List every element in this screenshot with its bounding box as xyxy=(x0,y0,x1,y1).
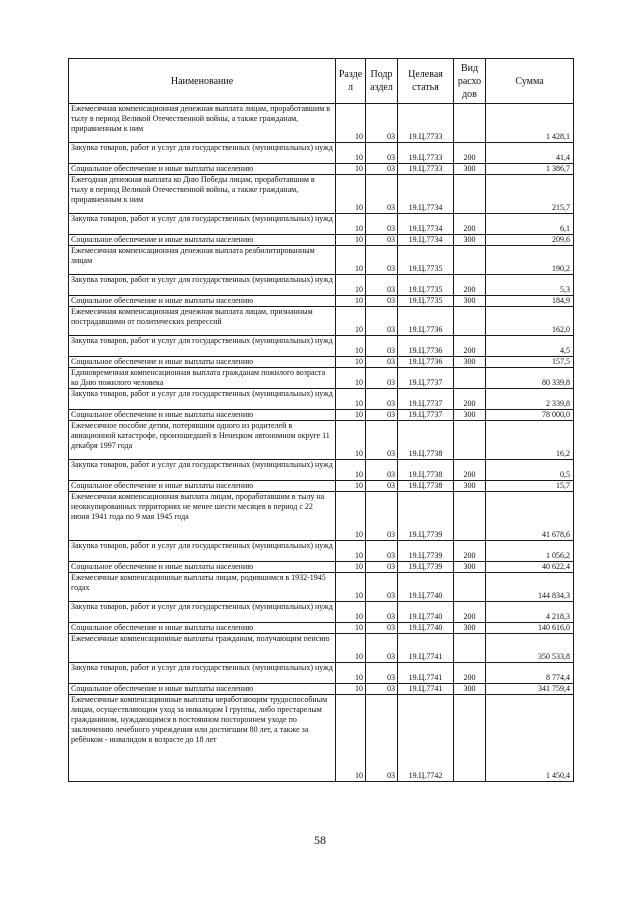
cell-subsection: 03 xyxy=(366,634,398,663)
cell-amount: 78 000,0 xyxy=(486,410,574,421)
cell-subsection: 03 xyxy=(366,104,398,143)
cell-target: 19.Ц.7735 xyxy=(398,246,454,275)
cell-amount: 41 678,6 xyxy=(486,492,574,541)
cell-amount: 40 622,4 xyxy=(486,562,574,573)
cell-target: 19.Ц.7737 xyxy=(398,368,454,389)
cell-kind: 200 xyxy=(454,143,486,164)
cell-name: Закупка товаров, работ и услуг для государственных (муниципальных) нужд xyxy=(69,336,336,357)
cell-kind xyxy=(454,368,486,389)
header-kind: Вид расхо дов xyxy=(454,59,486,104)
table-row xyxy=(69,368,574,389)
cell-subsection: 03 xyxy=(366,214,398,235)
cell-kind xyxy=(454,307,486,336)
table-row xyxy=(69,410,574,421)
cell-kind: 300 xyxy=(454,357,486,368)
cell-section: 10 xyxy=(336,573,366,602)
cell-target: 19.Ц.7735 xyxy=(398,296,454,307)
cell-subsection: 03 xyxy=(366,562,398,573)
cell-section: 10 xyxy=(336,246,366,275)
cell-subsection: 03 xyxy=(366,175,398,214)
cell-kind xyxy=(454,421,486,460)
cell-target: 19.Ц.7739 xyxy=(398,541,454,562)
table-row xyxy=(69,573,574,602)
cell-amount: 162,0 xyxy=(486,307,574,336)
cell-subsection: 03 xyxy=(366,164,398,175)
cell-name: Ежемесячная компенсационная денежная выплата лицам, признанным пострадавшими от политических репрессий xyxy=(69,307,336,336)
cell-name: Ежемесячные компенсационные выплаты неработающим трудоспособным лицам, осуществляющим уход за инвалидом I группы, либо престарелым гражданином, нуждающимся в постоянном постороннем уходе по заключению лечебного учреждения или достигшим 80 лет, а также за ребёнком - инвалидом в возрасте до 18 лет xyxy=(69,695,336,782)
cell-target: 19.Ц.7736 xyxy=(398,307,454,336)
cell-target: 19.Ц.7736 xyxy=(398,336,454,357)
cell-section: 10 xyxy=(336,164,366,175)
cell-kind: 300 xyxy=(454,684,486,695)
cell-kind: 200 xyxy=(454,541,486,562)
cell-kind xyxy=(454,492,486,541)
cell-kind: 200 xyxy=(454,389,486,410)
cell-amount: 6,1 xyxy=(486,214,574,235)
table-row xyxy=(69,175,574,214)
cell-name: Социальное обеспечение и иные выплаты населению xyxy=(69,684,336,695)
cell-section: 10 xyxy=(336,623,366,634)
cell-name: Социальное обеспечение и иные выплаты населению xyxy=(69,623,336,634)
cell-target: 19.Ц.7740 xyxy=(398,573,454,602)
cell-target: 19.Ц.7733 xyxy=(398,104,454,143)
cell-section: 10 xyxy=(336,214,366,235)
cell-subsection: 03 xyxy=(366,357,398,368)
cell-name: Ежемесячное пособие детям, потерявшим одного из родителей в авиационной катастрофе, произошедшей в Ненецком автономном округе 11 декабря 1997 года xyxy=(69,421,336,460)
cell-section: 10 xyxy=(336,336,366,357)
cell-name: Социальное обеспечение и иные выплаты населению xyxy=(69,410,336,421)
cell-section: 10 xyxy=(336,235,366,246)
cell-subsection: 03 xyxy=(366,235,398,246)
cell-subsection: 03 xyxy=(366,410,398,421)
cell-subsection: 03 xyxy=(366,602,398,623)
cell-name: Единовременная компенсационная выплата гражданам пожилого возраста ко Дню пожилого человека xyxy=(69,368,336,389)
cell-subsection: 03 xyxy=(366,246,398,275)
cell-subsection: 03 xyxy=(366,541,398,562)
cell-subsection: 03 xyxy=(366,336,398,357)
cell-name: Закупка товаров, работ и услуг для государственных (муниципальных) нужд xyxy=(69,389,336,410)
cell-amount: 184,9 xyxy=(486,296,574,307)
cell-name: Социальное обеспечение и иные выплаты населению xyxy=(69,481,336,492)
cell-target: 19.Ц.7734 xyxy=(398,214,454,235)
cell-name: Ежемесячная компенсационная выплата лицам, проработавшим в тылу на неоккупированных территориях не менее шести месяцев в период с 22 июня 1941 года по 9 мая 1945 года xyxy=(69,492,336,541)
cell-kind: 300 xyxy=(454,296,486,307)
cell-amount: 16,2 xyxy=(486,421,574,460)
table-row xyxy=(69,541,574,562)
cell-name: Закупка товаров, работ и услуг для государственных (муниципальных) нужд xyxy=(69,602,336,623)
cell-section: 10 xyxy=(336,389,366,410)
cell-section: 10 xyxy=(336,307,366,336)
cell-amount: 8 774,4 xyxy=(486,663,574,684)
table-row xyxy=(69,336,574,357)
cell-target: 19.Ц.7737 xyxy=(398,410,454,421)
cell-kind: 200 xyxy=(454,460,486,481)
cell-amount: 4 218,3 xyxy=(486,602,574,623)
cell-kind: 300 xyxy=(454,235,486,246)
cell-target: 19.Ц.7734 xyxy=(398,175,454,214)
cell-amount: 80 339,8 xyxy=(486,368,574,389)
cell-amount: 144 834,3 xyxy=(486,573,574,602)
cell-amount: 15,7 xyxy=(486,481,574,492)
header-name: Наименование xyxy=(69,59,336,104)
cell-kind xyxy=(454,634,486,663)
cell-kind: 200 xyxy=(454,602,486,623)
cell-subsection: 03 xyxy=(366,663,398,684)
cell-section: 10 xyxy=(336,421,366,460)
cell-target: 19.Ц.7742 xyxy=(398,695,454,782)
header-section: Разде л xyxy=(336,59,366,104)
cell-name: Социальное обеспечение и иные выплаты населению xyxy=(69,562,336,573)
cell-amount: 350 533,8 xyxy=(486,634,574,663)
cell-target: 19.Ц.7738 xyxy=(398,460,454,481)
cell-section: 10 xyxy=(336,368,366,389)
table-row xyxy=(69,143,574,164)
cell-name: Ежемесячные компенсационные выплаты гражданам, получающим пенсию xyxy=(69,634,336,663)
cell-subsection: 03 xyxy=(366,307,398,336)
cell-target: 19.Ц.7741 xyxy=(398,634,454,663)
cell-target: 19.Ц.7740 xyxy=(398,623,454,634)
cell-name: Социальное обеспечение и иные выплаты населению xyxy=(69,296,336,307)
table-row xyxy=(69,492,574,541)
cell-subsection: 03 xyxy=(366,296,398,307)
table-row xyxy=(69,634,574,663)
cell-target: 19.Ц.7733 xyxy=(398,164,454,175)
cell-kind: 300 xyxy=(454,410,486,421)
cell-section: 10 xyxy=(336,104,366,143)
cell-section: 10 xyxy=(336,695,366,782)
cell-amount: 157,5 xyxy=(486,357,574,368)
table-row xyxy=(69,663,574,684)
cell-amount: 190,2 xyxy=(486,246,574,275)
cell-subsection: 03 xyxy=(366,481,398,492)
cell-target: 19.Ц.7741 xyxy=(398,663,454,684)
cell-amount: 1 056,2 xyxy=(486,541,574,562)
cell-section: 10 xyxy=(336,684,366,695)
page-number: 58 xyxy=(314,833,326,847)
cell-name: Закупка товаров, работ и услуг для государственных (муниципальных) нужд xyxy=(69,275,336,296)
cell-amount: 2 339,8 xyxy=(486,389,574,410)
cell-amount: 215,7 xyxy=(486,175,574,214)
cell-name: Закупка товаров, работ и услуг для государственных (муниципальных) нужд xyxy=(69,214,336,235)
cell-section: 10 xyxy=(336,410,366,421)
table-row xyxy=(69,357,574,368)
cell-section: 10 xyxy=(336,562,366,573)
table-row xyxy=(69,695,574,782)
cell-subsection: 03 xyxy=(366,623,398,634)
cell-kind: 200 xyxy=(454,214,486,235)
cell-subsection: 03 xyxy=(366,143,398,164)
cell-target: 19.Ц.7736 xyxy=(398,357,454,368)
table-row xyxy=(69,602,574,623)
table-row xyxy=(69,623,574,634)
cell-target: 19.Ц.7739 xyxy=(398,492,454,541)
table-header-row xyxy=(69,59,574,104)
cell-kind: 300 xyxy=(454,164,486,175)
cell-name: Закупка товаров, работ и услуг для государственных (муниципальных) нужд xyxy=(69,143,336,164)
cell-kind: 300 xyxy=(454,562,486,573)
header-amount: Сумма xyxy=(486,59,574,104)
cell-name: Ежегодная денежная выплата ко Дню Победы лицам, проработавшим в тылу в период Великой Отечественной войны, а также гражданам, приравненным к ним xyxy=(69,175,336,214)
table-row xyxy=(69,684,574,695)
cell-kind xyxy=(454,695,486,782)
cell-target: 19.Ц.7741 xyxy=(398,684,454,695)
budget-table xyxy=(68,58,574,782)
cell-name: Ежемесячные компенсационные выплаты лицам, родившимся в 1932-1945 годах xyxy=(69,573,336,602)
cell-target: 19.Ц.7740 xyxy=(398,602,454,623)
cell-section: 10 xyxy=(336,663,366,684)
cell-name: Закупка товаров, работ и услуг для государственных (муниципальных) нужд xyxy=(69,663,336,684)
cell-subsection: 03 xyxy=(366,275,398,296)
table-row xyxy=(69,275,574,296)
cell-subsection: 03 xyxy=(366,684,398,695)
cell-section: 10 xyxy=(336,296,366,307)
cell-name: Социальное обеспечение и иные выплаты населению xyxy=(69,235,336,246)
cell-amount: 41,4 xyxy=(486,143,574,164)
cell-kind: 300 xyxy=(454,623,486,634)
table-row xyxy=(69,246,574,275)
cell-amount: 209,6 xyxy=(486,235,574,246)
cell-kind xyxy=(454,175,486,214)
cell-amount: 1 386,7 xyxy=(486,164,574,175)
cell-kind: 200 xyxy=(454,336,486,357)
cell-amount: 5,3 xyxy=(486,275,574,296)
table-row xyxy=(69,421,574,460)
cell-section: 10 xyxy=(336,541,366,562)
cell-section: 10 xyxy=(336,602,366,623)
table-row xyxy=(69,481,574,492)
cell-name: Ежемесячная компенсационная денежная выплата реабилитированным лицам xyxy=(69,246,336,275)
cell-target: 19.Ц.7734 xyxy=(398,235,454,246)
cell-kind xyxy=(454,104,486,143)
cell-kind xyxy=(454,573,486,602)
cell-kind xyxy=(454,246,486,275)
cell-target: 19.Ц.7738 xyxy=(398,481,454,492)
cell-name: Социальное обеспечение и иные выплаты населению xyxy=(69,357,336,368)
table-row xyxy=(69,164,574,175)
cell-target: 19.Ц.7735 xyxy=(398,275,454,296)
cell-kind: 200 xyxy=(454,663,486,684)
cell-amount: 4,5 xyxy=(486,336,574,357)
cell-section: 10 xyxy=(336,357,366,368)
cell-section: 10 xyxy=(336,275,366,296)
cell-amount: 0,5 xyxy=(486,460,574,481)
header-target: Целевая статья xyxy=(398,59,454,104)
cell-amount: 1 450,4 xyxy=(486,695,574,782)
table-row xyxy=(69,562,574,573)
cell-section: 10 xyxy=(336,143,366,164)
table-row xyxy=(69,389,574,410)
table-row xyxy=(69,296,574,307)
cell-kind: 200 xyxy=(454,275,486,296)
cell-target: 19.Ц.7737 xyxy=(398,389,454,410)
cell-subsection: 03 xyxy=(366,492,398,541)
cell-section: 10 xyxy=(336,175,366,214)
table-row xyxy=(69,235,574,246)
cell-subsection: 03 xyxy=(366,573,398,602)
cell-name: Закупка товаров, работ и услуг для государственных (муниципальных) нужд xyxy=(69,460,336,481)
cell-subsection: 03 xyxy=(366,695,398,782)
cell-amount: 1 428,1 xyxy=(486,104,574,143)
table-row xyxy=(69,214,574,235)
cell-name: Ежемесячная компенсационная денежная выплата лицам, проработавшим в тылу в период Великой Отечественной войны, а также гражданам, приравненным к ним xyxy=(69,104,336,143)
cell-subsection: 03 xyxy=(366,460,398,481)
cell-kind: 300 xyxy=(454,481,486,492)
cell-amount: 140 616,0 xyxy=(486,623,574,634)
cell-name: Социальное обеспечение и иные выплаты населению xyxy=(69,164,336,175)
cell-section: 10 xyxy=(336,634,366,663)
cell-subsection: 03 xyxy=(366,421,398,460)
cell-section: 10 xyxy=(336,492,366,541)
cell-subsection: 03 xyxy=(366,368,398,389)
table-row xyxy=(69,104,574,143)
cell-amount: 341 759,4 xyxy=(486,684,574,695)
table-row xyxy=(69,307,574,336)
cell-target: 19.Ц.7739 xyxy=(398,562,454,573)
cell-section: 10 xyxy=(336,460,366,481)
table-body xyxy=(69,104,574,782)
header-subsection: Подр аздел xyxy=(366,59,398,104)
cell-target: 19.Ц.7733 xyxy=(398,143,454,164)
cell-name: Закупка товаров, работ и услуг для государственных (муниципальных) нужд xyxy=(69,541,336,562)
table-row xyxy=(69,460,574,481)
cell-target: 19.Ц.7738 xyxy=(398,421,454,460)
cell-section: 10 xyxy=(336,481,366,492)
cell-subsection: 03 xyxy=(366,389,398,410)
